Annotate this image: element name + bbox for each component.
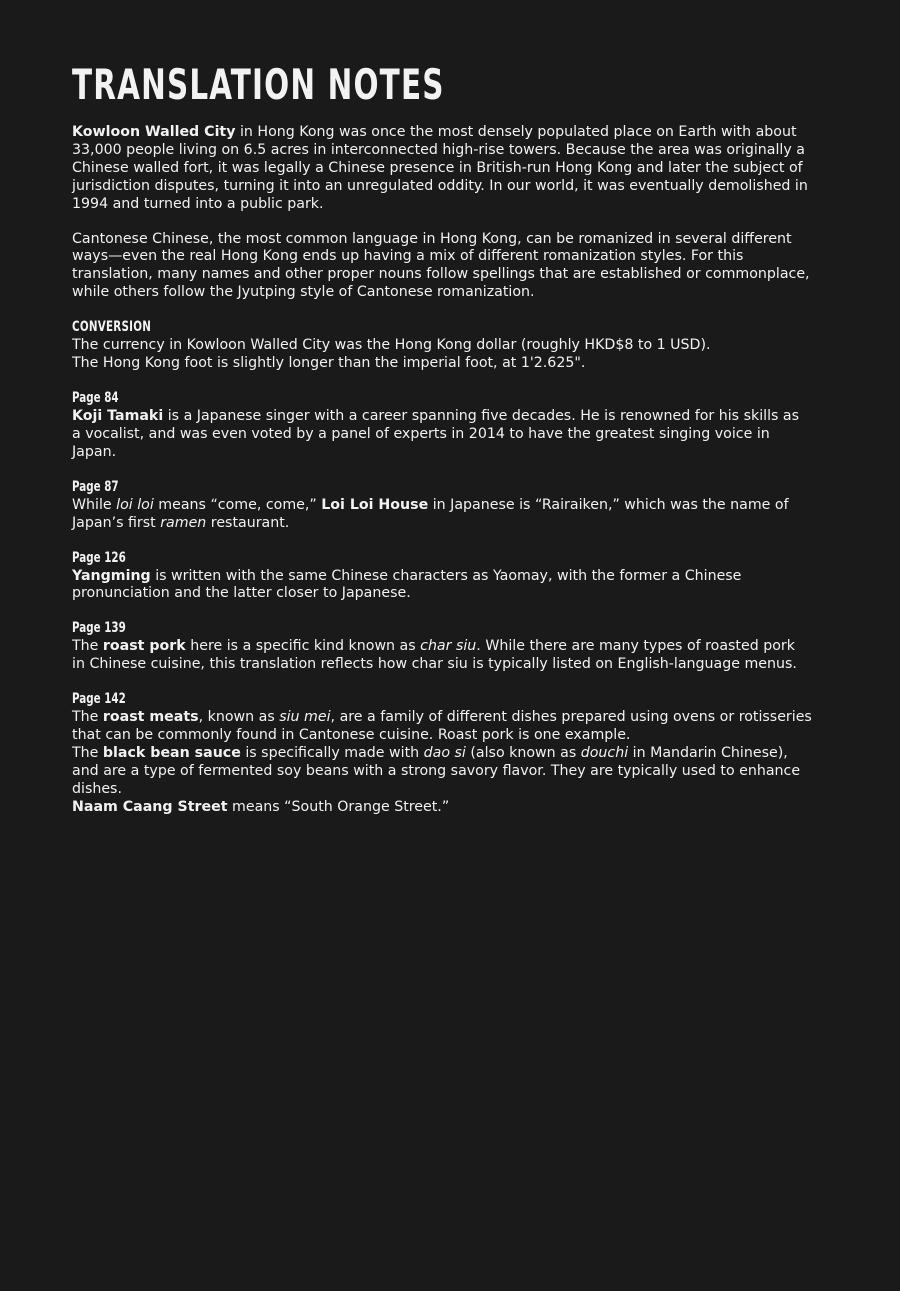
term-naam-caang-street: Naam Caang Street (72, 798, 228, 815)
section-page-126 (72, 550, 812, 604)
term-loi-loi: loi loi (116, 496, 154, 513)
note-loi-loi-house (72, 497, 812, 533)
term-loi-loi-house: Loi Loi House (321, 496, 429, 513)
note-yangming (72, 568, 812, 604)
note-text: . While there are many types of roasted pork in Chinese cuisine, this translation reflects how char siu is typically listed on English-language menus. (72, 638, 797, 673)
note-black-bean-sauce (72, 745, 812, 799)
term-koji-tamaki: Koji Tamaki (72, 407, 164, 424)
note-koji-tamaki (72, 408, 812, 462)
section-heading-page-84: Page 84 (72, 389, 119, 406)
section-page-142 (72, 691, 812, 816)
note-text: restaurant. (206, 514, 290, 531)
conversion-currency-line: The currency in Kowloon Walled City was the Hong Kong dollar (roughly HKD$8 to 1 USD). (72, 337, 711, 354)
note-text: in Mandarin Chinese), and are a type of fermented soy beans with a strong savory flavor. They are typically used to enhance dishes. (72, 744, 801, 797)
note-text: While (72, 496, 117, 513)
section-heading-page-126: Page 126 (72, 549, 126, 566)
term-roast-meats: roast meats (102, 709, 199, 726)
translation-notes-page (72, 60, 812, 834)
term-douchi: douchi (580, 744, 629, 761)
term-siu-mei: siu mei (279, 709, 331, 726)
intro-paragraph-kowloon (72, 124, 812, 214)
note-text: The (72, 638, 103, 655)
term-yangming: Yangming (72, 567, 151, 584)
paragraph-text: in Hong Kong was once the most densely populated place on Earth with about 33,000 people living on 6.5 acres in interconnected high-rise towers. Because the area was originally a Chinese walled fort, it was legally a Chinese presence in British-run Hong Kong and later the subject of jurisdiction disputes, turning it into an unregulated oddity. In our world, it was eventually demolished in 1994 and turned into a public park. (72, 124, 808, 212)
page-title: TRANSLATION NOTES (72, 60, 445, 109)
note-text: The (72, 744, 103, 761)
section-heading-page-142: Page 142 (72, 691, 126, 708)
term-black-bean-sauce: black bean sauce (102, 744, 241, 761)
conversion-foot-line: The Hong Kong foot is slightly longer than the imperial foot, at 1'2.625". (72, 355, 586, 372)
section-conversion (72, 319, 812, 373)
note-text: The (72, 709, 103, 726)
note-roast-pork (72, 638, 812, 674)
section-heading-page-87: Page 87 (72, 478, 119, 495)
note-text: is a Japanese singer with a career spanning five decades. He is renowned for his skills as a vocalist, and was even voted by a panel of experts in 2014 to have the greatest singing voice in Japan. (72, 407, 800, 460)
note-naam-caang-street (72, 799, 812, 817)
section-heading-page-139: Page 139 (72, 620, 126, 637)
note-text: here is a specific kind known as (185, 638, 421, 655)
term-dao-si: dao si (423, 744, 466, 761)
note-text: (also known as (465, 744, 581, 761)
section-page-87 (72, 479, 812, 533)
section-page-84 (72, 390, 812, 462)
note-text: , are a family of different dishes prepared using ovens or rotisseries that can be commonly found in Cantonese cuisine. Roast pork is one example. (72, 709, 812, 744)
term-char-siu: char siu (420, 638, 477, 655)
note-roast-meats (72, 709, 812, 745)
intro-paragraph-cantonese: Cantonese Chinese, the most common language in Hong Kong, can be romanized in several different ways—even the real Hong Kong ends up having a mix of different romanization styles. For this translation, many names and other proper nouns follow spellings that are established or commonplace, while others follow the Jyutping style of Cantonese romanization. (72, 230, 810, 301)
term-ramen: ramen (160, 514, 207, 531)
note-text: means “come, come,” (153, 496, 322, 513)
note-text: in Japanese is “Rairaiken,” which was the name of Japan’s first (72, 496, 789, 531)
term-kowloon-walled-city: Kowloon Walled City (72, 124, 236, 140)
note-text: is specifically made with (240, 744, 424, 761)
section-heading-conversion: CONVERSION (72, 319, 152, 336)
section-page-139 (72, 620, 812, 674)
term-roast-pork: roast pork (102, 638, 186, 655)
note-text: is written with the same Chinese characters as Yaomay, with the former a Chinese pronunciation and the latter closer to Japanese. (72, 567, 742, 602)
note-text: , known as (198, 709, 280, 726)
note-text: means “South Orange Street.” (227, 798, 450, 815)
